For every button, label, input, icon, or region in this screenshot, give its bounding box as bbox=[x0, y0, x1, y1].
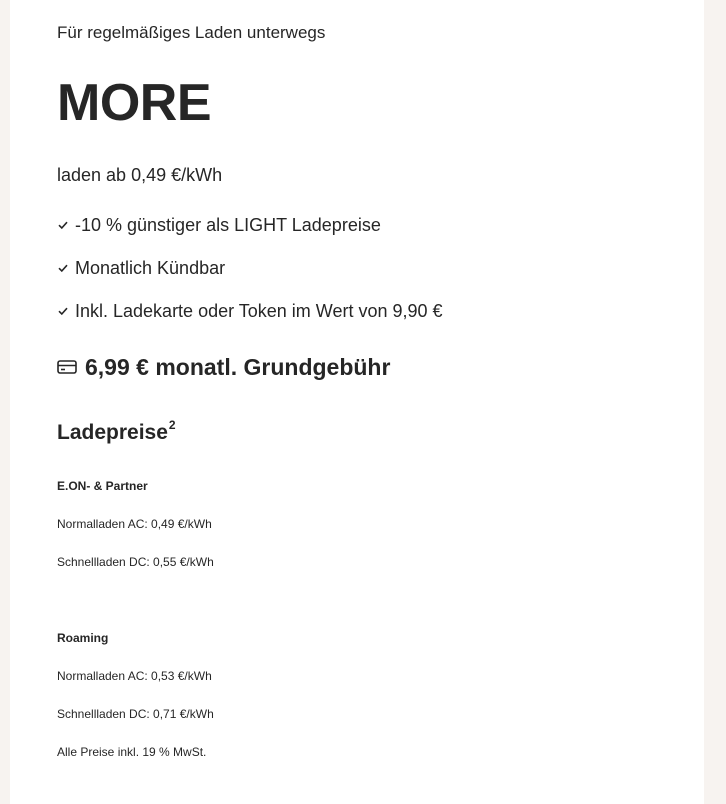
feature-text: Monatlich Kündbar bbox=[75, 257, 226, 278]
price-group-title: E.ON- & Partner bbox=[57, 479, 148, 493]
monthly-fee-text: 6,99 € monatl. Grundgebühr bbox=[85, 353, 391, 380]
check-icon bbox=[57, 219, 69, 231]
tariff-subtitle: Für regelmäßiges Laden unterwegs bbox=[57, 23, 326, 42]
feature-text: -10 % günstiger als LIGHT Ladepreise bbox=[75, 214, 381, 235]
price-group-title: Roaming bbox=[57, 631, 109, 645]
check-icon bbox=[57, 305, 69, 317]
check-icon bbox=[57, 262, 69, 274]
charging-prices-heading-text: Ladepreise bbox=[57, 421, 168, 444]
vat-note: Alle Preise inkl. 19 % MwSt. bbox=[57, 745, 207, 759]
price-line: Normalladen AC: 0,49 €/kWh bbox=[57, 517, 212, 531]
feature-text: Inkl. Ladekarte oder Token im Wert von 9,90 € bbox=[75, 300, 443, 321]
from-price: laden ab 0,49 €/kWh bbox=[57, 165, 223, 185]
credit-card-icon bbox=[57, 359, 77, 375]
tariff-name: MORE bbox=[57, 74, 211, 132]
footnote-mark: 2 bbox=[168, 418, 176, 432]
monthly-fee bbox=[57, 352, 390, 382]
price-line: Schnellladen DC: 0,71 €/kWh bbox=[57, 707, 214, 721]
feature-item bbox=[57, 213, 381, 237]
tariff-card bbox=[10, 0, 704, 804]
price-line: Normalladen AC: 0,53 €/kWh bbox=[57, 669, 212, 683]
feature-item bbox=[57, 256, 225, 280]
feature-item bbox=[57, 299, 443, 323]
charging-prices-heading bbox=[57, 413, 176, 447]
price-line: Schnellladen DC: 0,55 €/kWh bbox=[57, 555, 214, 569]
